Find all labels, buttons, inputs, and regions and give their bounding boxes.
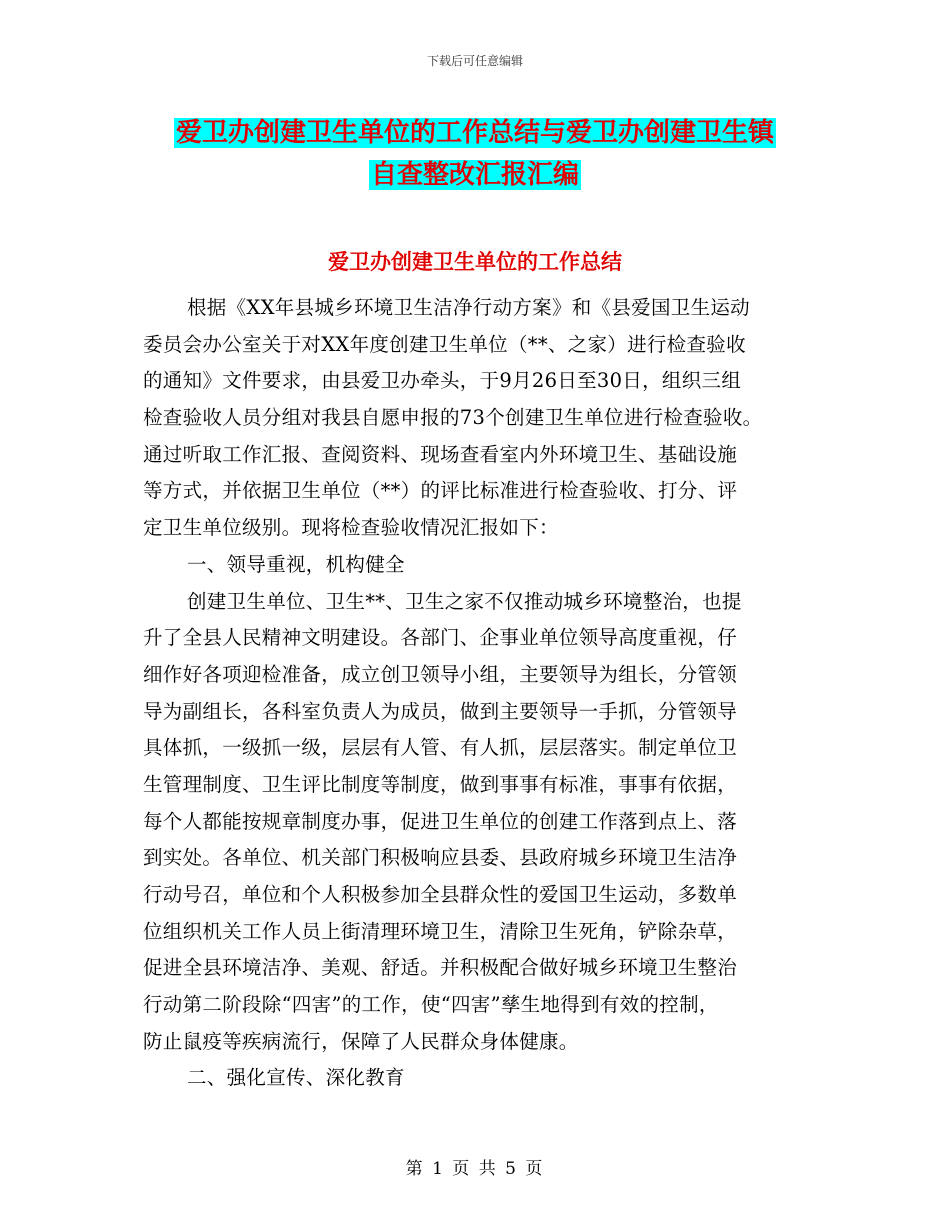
paragraph-line: 每个人都能按规章制度办事，促进卫生单位的创建工作落到点上、落 bbox=[143, 809, 738, 833]
paragraph-line: 防止鼠疫等疾病流行，保障了人民群众身体健康。 bbox=[143, 1029, 579, 1053]
page-header-note: 下载后可任意编辑 bbox=[426, 54, 523, 68]
document-title bbox=[0, 112, 950, 196]
paragraph-line: 委员会办公室关于对XX年度创建卫生单位（**、之家）进行检查验收 bbox=[143, 332, 746, 356]
paragraph-line: 具体抓，一级抓一级，层层有人管、有人抓，层层落实。制定单位卫 bbox=[143, 736, 738, 760]
paragraph-line: 定卫生单位级别。现将检查验收情况汇报如下： bbox=[143, 516, 559, 540]
section-title: 爱卫办创建卫生单位的工作总结 bbox=[328, 250, 622, 274]
paragraph-line: 细作好各项迎检准备，成立创卫领导小组，主要领导为组长，分管领 bbox=[143, 662, 738, 686]
paragraph-line: 的通知》文件要求，由县爱卫办牵头，于9月26日至30日，组织三组 bbox=[143, 369, 742, 393]
paragraph-line: 升了全县人民精神文明建设。各部门、企事业单位领导高度重视，仔 bbox=[143, 626, 738, 650]
paragraph-line: 通过听取工作汇报、查阅资料、现场查看室内外环境卫生、基础设施 bbox=[143, 442, 738, 466]
subheading-2: 二、强化宣传、深化教育 bbox=[187, 1066, 405, 1090]
paragraph-line: 行动号召，单位和个人积极参加全县群众性的爱国卫生运动，多数单 bbox=[143, 883, 738, 906]
subheading-1: 一、领导重视，机构健全 bbox=[187, 552, 405, 576]
paragraph-line: 到实处。各单位、机关部门积极响应县委、县政府城乡环境卫生洁净 bbox=[143, 846, 738, 870]
paragraph-line: 根据《XX年县城乡环境卫生洁净行动方案》和《县爱国卫生运动 bbox=[187, 296, 750, 319]
title-line-1: 爱卫办创建卫生单位的工作总结与爱卫办创建卫生镇 bbox=[175, 118, 774, 148]
paragraph-line: 检查验收人员分组对我县自愿申报的73个创建卫生单位进行检查验收。 bbox=[143, 406, 763, 430]
title-line-2: 自查整改汇报汇编 bbox=[370, 160, 579, 190]
paragraph-line: 促进全县环境洁净、美观、舒适。并积极配合做好城乡环境卫生整治 bbox=[143, 956, 738, 980]
paragraph-line: 等方式，并依据卫生单位（**）的评比标准进行检查验收、打分、评 bbox=[143, 479, 738, 503]
page-footer: 第 1 页 共 5 页 bbox=[405, 1159, 545, 1179]
paragraph-line: 生管理制度、卫生评比制度等制度，做到事事有标准，事事有依据， bbox=[143, 772, 738, 796]
paragraph-line: 行动第二阶段除“四害”的工作，使“四害”孳生地得到有效的控制， bbox=[143, 993, 719, 1017]
paragraph-line: 创建卫生单位、卫生**、卫生之家不仅推动城乡环境整治，也提 bbox=[187, 589, 742, 613]
paragraph-line: 位组织机关工作人员上街清理环境卫生，清除卫生死角，铲除杂草， bbox=[143, 919, 738, 943]
paragraph-line: 导为副组长，各科室负责人为成员，做到主要领导一手抓，分管领导 bbox=[143, 699, 738, 723]
body-text bbox=[143, 290, 823, 1097]
